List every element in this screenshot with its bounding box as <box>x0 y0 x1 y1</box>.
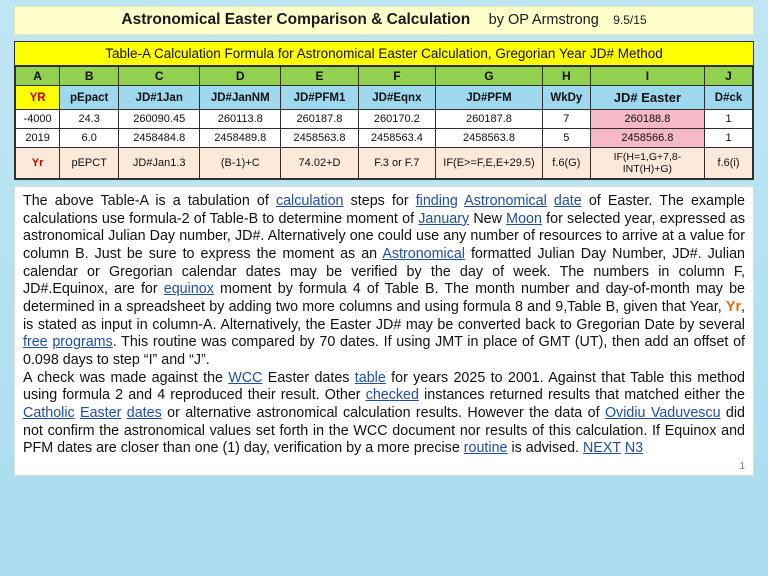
cell-f: 2458563.4 <box>358 129 435 148</box>
link-date[interactable]: date <box>553 193 582 210</box>
link-catholic[interactable]: Catholic <box>23 405 75 421</box>
cell-h: 7 <box>542 110 590 129</box>
col-letter-e: E <box>281 67 358 86</box>
cell-a: 2019 <box>16 129 60 148</box>
link-table[interactable]: table <box>354 369 386 386</box>
formula-i: IF(H=1,G+7,8-INT(H)+G) <box>590 148 704 179</box>
formula-c: JD#Jan1.3 <box>119 148 200 179</box>
link-wcc[interactable]: WCC <box>228 369 263 386</box>
cell-d: 260113.8 <box>200 110 281 129</box>
formula-h: f.6(G) <box>542 148 590 179</box>
formula-j: f.6(i) <box>705 148 753 179</box>
cell-a: -4000 <box>16 110 60 129</box>
cell-i: 2458566.8 <box>590 129 704 148</box>
table-row <box>16 110 753 129</box>
link-astronomical-1[interactable]: Astronomical <box>464 193 547 210</box>
link-january[interactable]: January <box>418 210 470 227</box>
paragraph-one <box>23 193 745 370</box>
page-number: 1 <box>739 461 745 473</box>
text-frag: moment by formula 4 of Table B. The month number and day-of-month may be determined in a spreadsheet by adding two more columns and using formula 8 and 9,Table B, given that Year, <box>23 281 745 316</box>
text-frag: . This routine was compared by 70 dates. If using JMT in place of GMT (UT), then add an offset of 0.098 days to step “I” and “J”. <box>23 334 745 369</box>
text-frag: New <box>469 210 507 227</box>
table-row <box>16 129 753 148</box>
col-letter-f: F <box>358 67 435 86</box>
link-easter[interactable]: Easter <box>80 405 122 421</box>
col-header-pepact: pEpact <box>60 86 119 110</box>
link-next[interactable]: NEXT <box>582 440 621 457</box>
col-header-jd1jan: JD#1Jan <box>119 86 200 110</box>
col-letter-i: I <box>590 67 704 86</box>
cell-j: 1 <box>705 129 753 148</box>
paragraph-two <box>23 370 745 458</box>
title-author-text: by OP Armstrong <box>488 12 599 28</box>
formula-a: Yr <box>16 148 60 179</box>
cell-i: 260188.8 <box>590 110 704 129</box>
col-letter-a: A <box>16 67 60 86</box>
text-frag: is advised. <box>507 440 583 457</box>
col-header-jdeqnx: JD#Eqnx <box>358 86 435 110</box>
text-frag: , is stated as input in column-A. Alternatively, the Easter JD# may be converted back to Gregorian Date by several <box>23 299 745 333</box>
link-dates[interactable]: dates <box>126 405 162 421</box>
cell-c: 260090.45 <box>119 110 200 129</box>
formula-b: pEPCT <box>60 148 119 179</box>
calculation-table <box>14 41 754 180</box>
col-header-jd-easter: JD# Easter <box>590 86 704 110</box>
cell-j: 1 <box>705 110 753 129</box>
col-header-yr: YR <box>16 86 60 110</box>
text-frag <box>547 193 554 209</box>
col-header-jdpfm1: JD#PFM1 <box>281 86 358 110</box>
text-frag: A check was made against the <box>23 369 229 386</box>
table-row-formulas <box>16 148 753 179</box>
link-calculation[interactable]: calculation <box>275 193 344 210</box>
formula-g: IF(E>=F,E,E+29.5) <box>436 148 543 179</box>
link-astronomical-2[interactable]: Astronomical <box>382 246 465 263</box>
col-letter-g: G <box>436 67 543 86</box>
col-header-wkdy: WkDy <box>542 86 590 110</box>
text-frag: formatted Julian Day Number, JD#. Julian calendar or Gregorian calendar dates may be verified by the day of week. The numbers in column F, JD#.Equinox, are for <box>23 246 745 298</box>
table-row-column-letters <box>16 67 753 86</box>
text-frag: did not confirm the astronomical values set forth in the WCC document nor results of this calculation. If Equinox and PFM dates are closer than one (1) day, verification by a more precise <box>23 405 745 457</box>
highlight-yr: Yr <box>725 299 742 316</box>
cell-f: 260170.2 <box>358 110 435 129</box>
link-moon[interactable]: Moon <box>506 210 542 227</box>
col-letter-h: H <box>542 67 590 86</box>
text-frag: for selected year, expressed as astronomical Julian Day number, JD#. Alternatively one could use any number of resources to arrive at a value for column B. Just be sure to express the moment as an <box>23 210 745 263</box>
cell-d: 2458489.8 <box>200 129 281 148</box>
cell-b: 6.0 <box>60 129 119 148</box>
text-frag: Easter dates <box>262 369 355 386</box>
text-frag: for years 2025 to 2001. Against that Table this method using formula 2 and 4 reproduced their result. Other <box>23 369 745 404</box>
link-finding[interactable]: finding <box>415 193 458 210</box>
table-row-column-headers <box>16 86 753 110</box>
col-letter-d: D <box>200 67 281 86</box>
col-header-dck: D#ck <box>705 86 753 110</box>
text-frag: of Easter. The example calculations use formula-2 of Table-B to determine moment of <box>23 193 745 227</box>
col-letter-c: C <box>119 67 200 86</box>
link-programs[interactable]: programs <box>52 334 113 351</box>
link-equinox[interactable]: equinox <box>163 281 214 298</box>
cell-b: 24.3 <box>60 110 119 129</box>
text-frag: or alternative astronomical calculation results. However the data of <box>161 405 605 421</box>
formula-e: 74.02+D <box>281 148 358 179</box>
text-frag: instances returned results that matched either the <box>418 387 745 404</box>
formula-f: F.3 or F.7 <box>358 148 435 179</box>
cell-h: 5 <box>542 129 590 148</box>
text-frag: The above Table-A is a tabulation of <box>23 193 276 210</box>
cell-e: 260187.8 <box>281 110 358 129</box>
link-free[interactable]: free <box>23 334 48 351</box>
page-title <box>14 6 754 35</box>
link-ovidiu-vaduvescu[interactable]: Ovidiu Vaduvescu <box>604 405 721 421</box>
col-letter-b: B <box>60 67 119 86</box>
description-panel <box>14 186 754 476</box>
link-n3[interactable]: N3 <box>624 440 644 457</box>
col-letter-j: J <box>705 67 753 86</box>
table-caption: Table-A Calculation Formula for Astronomical Easter Calculation, Gregorian Year JD# Method <box>15 42 753 66</box>
col-header-jdjannm: JD#JanNM <box>200 86 281 110</box>
title-date-text: 9.5/15 <box>613 13 647 27</box>
col-header-jdpfm: JD#PFM <box>436 86 543 110</box>
cell-c: 2458484.8 <box>119 129 200 148</box>
cell-g: 260187.8 <box>436 110 543 129</box>
link-checked[interactable]: checked <box>365 387 419 404</box>
cell-g: 2458563.8 <box>436 129 543 148</box>
text-frag: steps for <box>343 193 416 210</box>
link-routine[interactable]: routine <box>463 440 508 457</box>
formula-d: (B-1)+C <box>200 148 281 179</box>
title-main-text: Astronomical Easter Comparison & Calculation <box>121 11 471 28</box>
cell-e: 2458563.8 <box>281 129 358 148</box>
